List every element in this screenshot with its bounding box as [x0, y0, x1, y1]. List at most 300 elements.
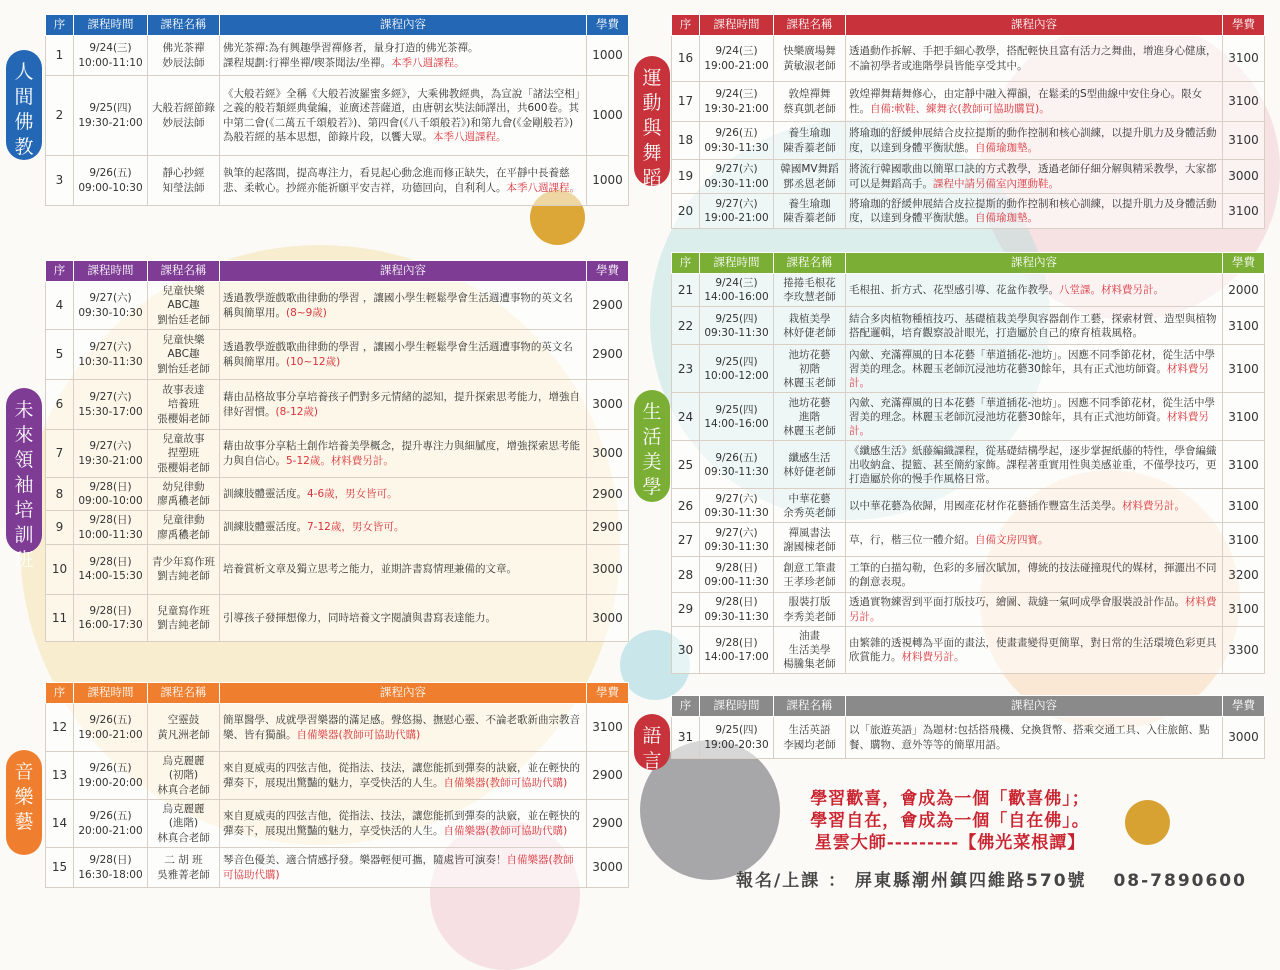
course-hours: 09:30-11:30: [704, 610, 769, 623]
table-row: [672, 194, 1265, 229]
course-content: [220, 478, 587, 511]
course-teacher: 余秀英老師: [783, 506, 836, 519]
course-fee: 3000: [587, 594, 629, 641]
course-teacher: 楊騰集老師: [783, 658, 836, 671]
tag-leader: 未來領袖培訓班: [6, 388, 42, 553]
course-name: [148, 478, 220, 511]
table-row: [672, 523, 1265, 557]
header-content: 課程內容: [846, 696, 1223, 717]
course-time: [74, 848, 148, 888]
course-time: [700, 523, 774, 557]
course-title: 進階: [799, 410, 820, 423]
course-teacher: 黃凡洲老師: [157, 728, 210, 741]
course-fee: 3100: [1223, 489, 1265, 523]
header-no: 序: [46, 15, 74, 36]
table-row: [46, 848, 629, 888]
course-time: [74, 704, 148, 752]
course-description: 訓練肢體靈活度。: [223, 521, 307, 534]
tag-dance: 運動與舞蹈: [634, 56, 670, 186]
course-hours: 14:00-15:30: [78, 570, 143, 583]
course-time: [74, 511, 148, 544]
table-row: [46, 704, 629, 752]
course-content: [846, 441, 1223, 489]
course-hours: 10:00-11:30: [78, 528, 143, 541]
course-name: [774, 82, 846, 122]
course-description: 琴音色優美、適合情感抒發。樂器輕便可攜，隨處皆可演奏！: [223, 854, 507, 867]
course-content: [846, 160, 1223, 194]
course-hours: 14:00-16:00: [704, 417, 769, 430]
course-content: [220, 544, 587, 594]
course-date: 9/25(四): [89, 102, 132, 115]
course-teacher: 黃敏淑老師: [783, 59, 836, 72]
tag-buddhism: 人間佛教: [6, 50, 42, 160]
course-content: [846, 626, 1223, 674]
course-name: [774, 523, 846, 557]
section-life: [671, 252, 1265, 674]
course-date: 9/27(六): [89, 391, 132, 404]
course-title: 生活美學: [788, 643, 831, 656]
course-time: [700, 274, 774, 307]
table-header-row: [672, 253, 1265, 274]
course-title: 故事表達: [162, 384, 205, 397]
header-name: 課程名稱: [148, 683, 220, 704]
table-row: [46, 430, 629, 478]
course-note: 材料費另計。: [1122, 499, 1185, 512]
course-hours: 19:30-21:00: [78, 454, 143, 467]
course-fee: 3100: [587, 704, 629, 752]
course-description: 透過教學遊戲歌曲律動的學習 ，讓國小學生輕鬆學會生活週遭事物的英文名稱與簡單用。: [223, 292, 573, 319]
course-description: 佛光茶禪:為有興趣學習禪修者，量身打造的佛光茶禪。 課程規劃:行禪坐禪/喫茶聞法/坐禪。: [223, 42, 479, 69]
course-content: [846, 593, 1223, 626]
course-title: ABC趣: [167, 299, 200, 312]
course-number: 5: [46, 330, 74, 380]
course-time: [700, 557, 774, 593]
course-name: [774, 122, 846, 160]
course-number: 23: [672, 345, 700, 393]
course-title: 兒童快樂: [162, 334, 205, 347]
course-description: 執筆的起落間，提高專注力，看見起心動念進而修正缺失，在平靜中長養慈悲、柔軟心。抄經亦能祈願平安吉祥，功德回向，自利利人。: [223, 167, 570, 194]
course-time: [700, 82, 774, 122]
course-name: [774, 489, 846, 523]
course-date: 9/24(三): [715, 277, 758, 289]
course-number: 13: [46, 752, 74, 800]
course-description: 藉由故事分享粘土創作培養美學概念，提升專注力與細膩度，增強探索思考能力與自信心。: [223, 440, 580, 467]
table-row: [672, 489, 1265, 523]
course-time: [74, 76, 148, 156]
course-description: 透過教學遊戲歌曲律動的學習 ，讓國小學生輕鬆學會生活週遭事物的英文名稱與簡單用。: [223, 341, 573, 368]
course-title: 生活英語: [788, 724, 831, 737]
course-fee: 2900: [587, 330, 629, 380]
header-content: 課程內容: [846, 253, 1223, 274]
course-title: 栽植美學: [788, 312, 831, 325]
course-time: [74, 330, 148, 380]
course-time: [74, 544, 148, 594]
course-number: 19: [672, 160, 700, 194]
course-content: [220, 430, 587, 478]
course-note: (8-12歲): [275, 405, 319, 418]
header-time: 課程時間: [74, 261, 148, 282]
course-note: 課程中請另備室內運動鞋。: [933, 177, 1059, 190]
course-time: [700, 36, 774, 82]
footer-address: 報名/上課 ： 屏東縣潮州鎮四維路570號 08-7890600: [736, 871, 1247, 891]
course-number: 1: [46, 36, 74, 76]
course-time: [700, 307, 774, 345]
course-date: 9/27(六): [89, 440, 132, 453]
course-number: 2: [46, 76, 74, 156]
tag-language: 語言: [634, 714, 670, 770]
course-name: [774, 717, 846, 759]
table-row: [46, 544, 629, 594]
course-name: [148, 330, 220, 380]
course-fee: 3000: [587, 430, 629, 478]
table-row: [672, 307, 1265, 345]
course-date: 9/28(日): [89, 514, 132, 527]
header-no: 序: [672, 696, 700, 717]
header-fee: 學費: [587, 261, 629, 282]
course-name: [148, 76, 220, 156]
course-content: [846, 122, 1223, 160]
course-description: 以「旅遊英語」為題材:包括搭飛機、兌換貨幣、搭乘交通工具、入住旅館、點餐、購物、意外等等的簡單用語。: [849, 724, 1210, 751]
course-fee: 2900: [587, 478, 629, 511]
course-fee: 3100: [1223, 122, 1265, 160]
course-teacher: 劉吉純老師: [157, 570, 210, 583]
course-title: 池坊花藝: [788, 396, 831, 409]
table-row: [46, 594, 629, 641]
course-content: [220, 752, 587, 800]
course-time: [700, 593, 774, 626]
course-name: [148, 800, 220, 848]
course-content: [220, 704, 587, 752]
course-title: 服裝打版: [788, 596, 831, 609]
header-name: 課程名稱: [148, 261, 220, 282]
course-note: 自備瑜珈墊。: [975, 141, 1038, 154]
course-title: 幼兒律動: [162, 481, 205, 493]
course-description: 工筆的白描勾勒，色彩的多層次賦加，傳統的技法碰撞現代的媒材，揮灑出不同的創意表現。: [849, 561, 1217, 588]
course-name: [774, 274, 846, 307]
course-date: 9/28(日): [715, 561, 758, 574]
course-date: 9/24(三): [715, 45, 758, 58]
slogan-line1: 學習歡喜，會成為一個「歡喜佛」；: [810, 789, 1090, 809]
course-description: 透過動作拆解、手把手細心教學，搭配輕快且富有活力之舞曲，增進身心健康，不論初學者或進階學員皆能享受其中。: [849, 45, 1217, 72]
course-name: [774, 593, 846, 626]
course-description: 《纖感生活》紙藤編織課程，從基礎結構學起，逐步掌握紙藤的特性，學會編織出收納盒、提籃、甚至簡約家飾。課程著重實用性與美感並重，不僅學技巧，更打造屬於你的慢手作風格日常。: [849, 444, 1217, 485]
course-teacher: 李國均老師: [783, 738, 836, 751]
course-hours: 14:00-16:00: [704, 291, 769, 304]
course-fee: 3000: [1223, 717, 1265, 759]
course-note: 自備樂器(教師可協助代購): [296, 728, 421, 741]
table-row: [672, 160, 1265, 194]
course-description: 透過實物練習到平面打版技巧，繪圖、裁縫一氣呵成學會服裝設計作品。: [849, 596, 1185, 609]
course-name: [148, 430, 220, 478]
header-no: 序: [46, 683, 74, 704]
course-number: 3: [46, 156, 74, 206]
course-content: [220, 282, 587, 330]
course-fee: 3000: [587, 544, 629, 594]
course-note: (8~9歲): [286, 306, 327, 319]
course-note: 材料費另計。: [849, 362, 1209, 389]
course-title: (進階): [168, 817, 199, 830]
course-content: [220, 76, 587, 156]
course-content: [220, 330, 587, 380]
course-time: [700, 122, 774, 160]
course-fee: 3100: [1223, 82, 1265, 122]
header-time: 課程時間: [74, 683, 148, 704]
course-title: 油畫: [799, 629, 820, 642]
course-name: [148, 594, 220, 641]
course-content: [220, 380, 587, 430]
course-content: [220, 800, 587, 848]
header-fee: 學費: [1223, 15, 1265, 36]
course-title: 兒童律動: [162, 514, 205, 527]
course-time: [700, 194, 774, 229]
course-content: [846, 36, 1223, 82]
course-hours: 09:30-11:30: [704, 141, 769, 154]
course-fee: 3100: [1223, 441, 1265, 489]
course-name: [774, 160, 846, 194]
slogan: [760, 788, 1140, 854]
table-row: [672, 557, 1265, 593]
header-time: 課程時間: [700, 696, 774, 717]
course-description: 內歛、充滿禪風的日本花藝「華道插花-池坊」。因應不同季節花材，從生活中學習美的理念。林麗玉老師沉浸池坊花藝30餘年，具有正式池坊師資。: [849, 348, 1216, 375]
section-leader: [45, 260, 629, 642]
table-row: [672, 393, 1265, 441]
course-date: 9/27(六): [89, 292, 132, 305]
course-name: [774, 345, 846, 393]
course-title: 佛光茶禪: [162, 42, 205, 55]
course-time: [74, 282, 148, 330]
tag-music: 音樂藝: [6, 750, 42, 855]
course-fee: 3100: [1223, 194, 1265, 229]
table-header-row: [46, 683, 629, 704]
course-teacher: 蔡真凱老師: [783, 102, 836, 115]
course-fee: 2900: [587, 282, 629, 330]
course-title: 培養班: [167, 398, 200, 411]
course-hours: 16:30-18:00: [78, 868, 143, 881]
table-row: [46, 380, 629, 430]
course-table-buddhism: [45, 14, 629, 206]
course-teacher: 劉吉純老師: [157, 618, 210, 631]
course-number: 21: [672, 274, 700, 307]
course-title: 敦煌禪舞: [788, 88, 831, 101]
course-name: [148, 36, 220, 76]
course-name: [148, 282, 220, 330]
course-title: 捲捲毛根花: [783, 277, 836, 289]
tag-life: 生活美學: [634, 390, 670, 502]
course-teacher: 林真合老師: [157, 783, 210, 796]
course-title: 烏克麗麗: [162, 755, 205, 768]
course-note: 自備:軟鞋、練舞衣(教師可協助購買)。: [870, 102, 1050, 115]
course-note: 自備瑜珈墊。: [975, 212, 1038, 224]
course-date: 9/28(日): [89, 604, 132, 617]
course-date: 9/28(日): [89, 854, 132, 867]
course-name: [774, 307, 846, 345]
course-time: [74, 594, 148, 641]
course-date: 9/25(四): [715, 312, 758, 325]
course-table-leader: [45, 260, 629, 642]
course-number: 14: [46, 800, 74, 848]
header-fee: 學費: [587, 683, 629, 704]
course-number: 9: [46, 511, 74, 544]
course-table-language: [671, 695, 1265, 759]
course-fee: 1000: [587, 76, 629, 156]
course-fee: 3000: [587, 380, 629, 430]
course-teacher: 知瑩法師: [162, 181, 205, 194]
course-fee: 3100: [1223, 345, 1265, 393]
course-number: 27: [672, 523, 700, 557]
course-number: 30: [672, 626, 700, 674]
course-time: [700, 345, 774, 393]
course-fee: 3100: [1223, 393, 1265, 441]
course-description: 簡單醫學、成就學習樂器的滿足感。聲悠揚、撫慰心靈、不論老歌新曲宗教音樂、皆有獨韻。: [223, 714, 580, 741]
course-description: 將瑜珈的舒緩伸展結合皮拉提斯的動作控制和核心訓練，以提升肌力及身體活動度，以達到身體平衡狀態。: [849, 127, 1217, 154]
course-teacher: 廖禹穠老師: [157, 495, 210, 508]
course-description: 《大般若經》全稱《大般若波羅蜜多經》，大乘佛教經典，為宣說「諸法空相」之義的般若類經典彙編，並廣述菩薩道，由唐朝玄奘法師譯出，共600卷。其中第二會(《二萬五千頌般若》)、第四會(《八千頌般若》)和第九會(《金剛般若》)為般若經的基本思想，節錄片段，以饗大眾。: [223, 88, 580, 143]
course-time: [700, 393, 774, 441]
course-description: 由繁雜的透視轉為平面的畫法，使畫畫變得更簡單，對日常的生活環境色彩更具欣賞能力。: [849, 636, 1217, 663]
course-teacher: 廖禹穠老師: [157, 528, 210, 541]
course-name: [148, 511, 220, 544]
course-time: [700, 441, 774, 489]
course-title: 創意工筆畫: [783, 561, 836, 574]
course-teacher: 李秀美老師: [783, 610, 836, 623]
course-content: [220, 36, 587, 76]
course-note: 本季八週課程。: [391, 56, 465, 69]
course-note: 材料費另計。: [849, 596, 1217, 623]
course-hours: 09:00-10:00: [78, 495, 143, 508]
header-name: 課程名稱: [774, 696, 846, 717]
table-row: [46, 511, 629, 544]
course-description: 來自夏威夷的四弦吉他，從指法、技法，讓您能抓到彈奏的訣竅，並在輕快的彈奏下，展現出驚豔的魅力，享受快活的人生。: [223, 810, 580, 837]
course-number: 16: [672, 36, 700, 82]
course-number: 29: [672, 593, 700, 626]
course-content: [220, 156, 587, 206]
header-name: 課程名稱: [774, 15, 846, 36]
course-hours: 16:00-17:30: [78, 618, 143, 631]
course-number: 20: [672, 194, 700, 229]
course-description: 訓練肢體靈活度。: [223, 488, 307, 501]
table-header-row: [46, 261, 629, 282]
course-date: 9/27(六): [715, 492, 758, 505]
table-row: [672, 345, 1265, 393]
course-fee: 3300: [1223, 626, 1265, 674]
course-description: 將瑜珈的舒緩伸展結合皮拉提斯的動作控制和核心訓練，以提升肌力及身體活動度，以達到身體平衡狀態。: [849, 197, 1217, 224]
table-row: [672, 82, 1265, 122]
course-number: 24: [672, 393, 700, 441]
table-row: [46, 36, 629, 76]
course-description: 以中華花藝為依歸，用國產花材作花藝插作豐富生活美學。: [849, 499, 1122, 512]
course-number: 26: [672, 489, 700, 523]
course-time: [74, 478, 148, 511]
course-content: [846, 489, 1223, 523]
table-row: [672, 122, 1265, 160]
course-name: [774, 194, 846, 229]
course-title: 中華花藝: [788, 492, 831, 505]
course-number: 31: [672, 717, 700, 759]
course-fee: 2000: [1223, 274, 1265, 307]
course-table-life: [671, 252, 1265, 674]
course-number: 10: [46, 544, 74, 594]
course-title: 兒童寫作班: [157, 604, 210, 617]
course-description: 結合多肉植物種植技巧、基礎植栽美學與容器創作工藝，探索材質、造型與植物搭配邏輯，培育觀察設計眼光，打造屬於自己的療育植栽風格。: [849, 312, 1217, 339]
course-name: [148, 704, 220, 752]
course-time: [74, 430, 148, 478]
course-teacher: 陳香蓁老師: [783, 212, 836, 224]
course-description: 藉由品格故事分享培養孩子們對多元情緒的認知，提升探索思考能力，增強自律好習慣。: [223, 391, 580, 418]
course-date: 9/26(五): [89, 167, 132, 180]
course-fee: 2900: [587, 511, 629, 544]
course-date: 9/27(六): [715, 197, 758, 210]
course-note: 4-6歲，男女皆可。: [307, 488, 398, 501]
course-content: [846, 194, 1223, 229]
table-header-row: [672, 696, 1265, 717]
course-name: [148, 380, 220, 430]
course-number: 28: [672, 557, 700, 593]
course-note: 7-12歲，男女皆可。: [307, 521, 405, 534]
course-hours: 19:00-21:00: [78, 728, 143, 741]
course-content: [846, 393, 1223, 441]
course-note: 自備文房四寶。: [975, 533, 1049, 546]
header-content: 課程內容: [220, 15, 587, 36]
course-table-dance: [671, 14, 1265, 229]
course-number: 18: [672, 122, 700, 160]
table-row: [672, 626, 1265, 674]
course-hours: 19:00-20:30: [704, 738, 769, 751]
table-row: [46, 76, 629, 156]
table-row: [672, 593, 1265, 626]
course-time: [700, 160, 774, 194]
course-name: [774, 441, 846, 489]
course-teacher: 吳雅菁老師: [157, 868, 210, 881]
course-title: 大般若經節錄: [152, 102, 215, 115]
course-hours: 10:00-11:10: [78, 56, 143, 69]
course-date: 9/25(四): [715, 355, 758, 368]
course-description: 內歛、充滿禪風的日本花藝「華道插花-池坊」。因應不同季節花材，從生活中學習美的理念。林麗玉老師沉浸池坊花藝30餘年，具有正式池坊師資。: [849, 396, 1216, 423]
header-time: 課程時間: [700, 15, 774, 36]
course-note: 八堂課。材料費另計。: [1059, 284, 1164, 297]
course-content: [846, 345, 1223, 393]
course-note: (10~12歲): [286, 355, 341, 368]
course-hours: 19:00-20:00: [78, 776, 143, 789]
course-teacher: 劉怡廷老師: [157, 313, 210, 326]
course-teacher: 王孝珍老師: [783, 575, 836, 588]
course-teacher: 鄧丞恩老師: [783, 177, 836, 190]
course-title: 兒童故事: [162, 433, 205, 446]
course-title: 禪風書法: [788, 526, 831, 539]
header-no: 序: [672, 15, 700, 36]
course-teacher: 妙辰法師: [162, 116, 205, 129]
course-note: 自備樂器(教師可協助代購): [443, 776, 568, 789]
course-date: 9/27(六): [89, 341, 132, 354]
course-table-music: [45, 682, 629, 888]
course-title: 靜心抄經: [162, 167, 205, 180]
header-no: 序: [46, 261, 74, 282]
course-hours: 09:00-11:30: [704, 575, 769, 588]
course-hours: 19:30-21:00: [704, 102, 769, 115]
course-name: [774, 36, 846, 82]
course-date: 9/24(三): [715, 88, 758, 101]
course-time: [700, 489, 774, 523]
table-row: [46, 478, 629, 511]
course-title: 養生瑜珈: [788, 127, 831, 140]
course-title: 青少年寫作班: [152, 556, 215, 569]
course-content: [846, 523, 1223, 557]
course-title: ABC趣: [167, 348, 200, 361]
course-hours: 10:00-12:00: [704, 369, 769, 382]
course-hours: 10:30-11:30: [78, 355, 143, 368]
course-number: 25: [672, 441, 700, 489]
header-name: 課程名稱: [774, 253, 846, 274]
header-fee: 學費: [587, 15, 629, 36]
